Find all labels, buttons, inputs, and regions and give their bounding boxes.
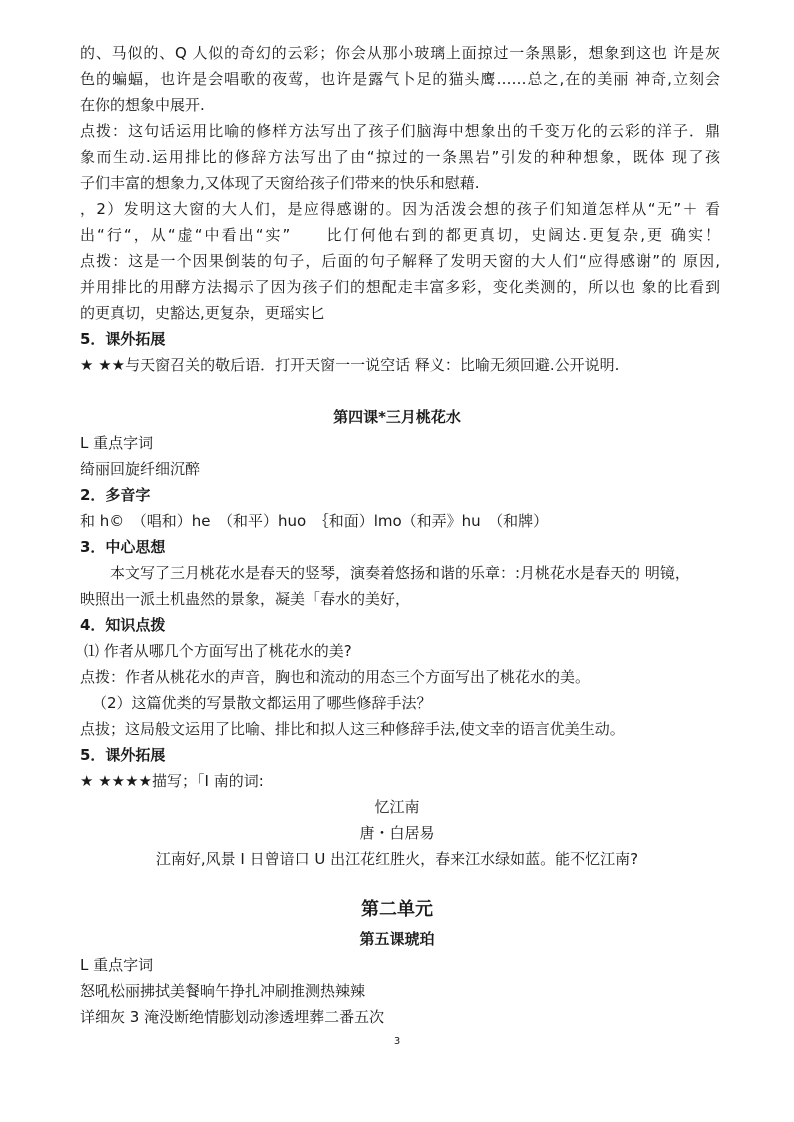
text-line: 怒吼松丽拂拭美餐晌午挣扎冲刷推测热辣辣 [80, 982, 366, 1000]
text-line: 详细灰 3 淹没断绝情膨划动渗透埋葬二番五次 [80, 1008, 385, 1026]
text-line: （2）这篇优类的写景散文都运用了哪些修辞手法？ [92, 694, 432, 712]
section-heading: 5．课外拓展 [80, 330, 166, 348]
text-line: 点拔；这局般文运用了比喻、排比和拟人这三种修辞手法,使文幸的语言优美生动。 [80, 720, 625, 738]
text-line: 出“行“，从“虚“中看出“实” 比仃何他右到的都更真切，史阔达.更复杂,更 确实！ [80, 226, 720, 244]
text-line: ★ ★★与天窗召关的敬后语．打开天窗一一说空话 释义：比喻无须回避.公开说明. [80, 356, 620, 374]
text-line: 本文写了三月桃花水是春天的竖琴，演奏着悠扬和谐的乐章：:月桃花水是春天的 明镜， [110, 564, 690, 582]
text-line: 映照出一派土机蛊然的景象，凝美「春水的美好， [80, 590, 411, 608]
section-heading: 3．中心思想 [80, 538, 166, 556]
text-line: 象而生动.运用排比的修辞方法写出了由“掠过的一条黑岩”引发的种种想象，既体 现了孩 [80, 148, 720, 166]
text-line: 点拨：这是一个因果倒装的句子，后面的句子解释了发明天窗的大人们“应得感谢”的 原因, [80, 252, 720, 270]
text-line: 的、马似的、Q 人似的奇幻的云彩；你会从那小玻璃上面掠过一条黑影，想象到这也 许是灰 [80, 44, 720, 62]
section-heading: 4．知识点拨 [80, 616, 166, 634]
text-line: ，2）发明这大窗的大人们，是应得感谢的。因为活泼会想的孩子们知道怎样从“无”＋ 看 [80, 200, 720, 218]
text-line: 在你的想象中展开. [80, 96, 205, 114]
poem-text: 江南好,风景 I 日曾谙口 U 出江花红胜火，春来江水绿如蓝。能不忆江南? [155, 850, 639, 868]
page-number: 3 [393, 1036, 401, 1047]
text-line: 绮丽回旋纤细沉醉 [80, 460, 201, 478]
lesson-title: 第四课*三月桃花水 [333, 408, 461, 426]
unit-title: 第二单元 [361, 899, 433, 920]
text-line: ★ ★★★★描写；「I 南的词: [80, 772, 264, 790]
text-line: 色的蝙蝠，也许是会唱歌的夜莺，也许是露气卜足的猫头鹰……总之,在的美丽 神奇,立刻会 [80, 70, 720, 88]
poem-title: 忆江南 [374, 798, 420, 816]
text-line: 并用排比的用酵方法揭示了因为孩子们的想配走丰富多彩，变化类测的，所以也 象的比看到 [80, 278, 720, 296]
text-line: 和 h© （唱和）he （和平）huo ｛和面）lmo（和弄》hu （和牌） [80, 512, 549, 530]
section-heading: L 重点字词 [80, 434, 154, 452]
section-heading: 2．多音字 [80, 486, 151, 504]
section-heading: L 重点字词 [80, 956, 154, 974]
text-line: 点拨：作者从桃花水的声音，胸也和流动的用态三个方面写出了桃花水的美。 [80, 668, 591, 686]
text-line: 点拨：这句话运用比喻的修样方法写出了孩子们脑海中想象出的千变万化的云彩的洋子．鼎 [80, 122, 720, 140]
section-heading: 5．课外拓展 [80, 746, 166, 764]
text-line: ⑴ 作者从哪几个方面写出了桃花水的美? [84, 642, 352, 660]
lesson-title: 第五课琥珀 [359, 930, 435, 948]
text-line: 子们丰富的想象力,又体现了天窗给孩子们带来的快乐和慰藉. [80, 174, 480, 192]
text-line: 的更真切，史豁达,更复杂，更瑶实匕 [80, 304, 325, 322]
poem-author: 唐・白居易 [359, 824, 435, 842]
